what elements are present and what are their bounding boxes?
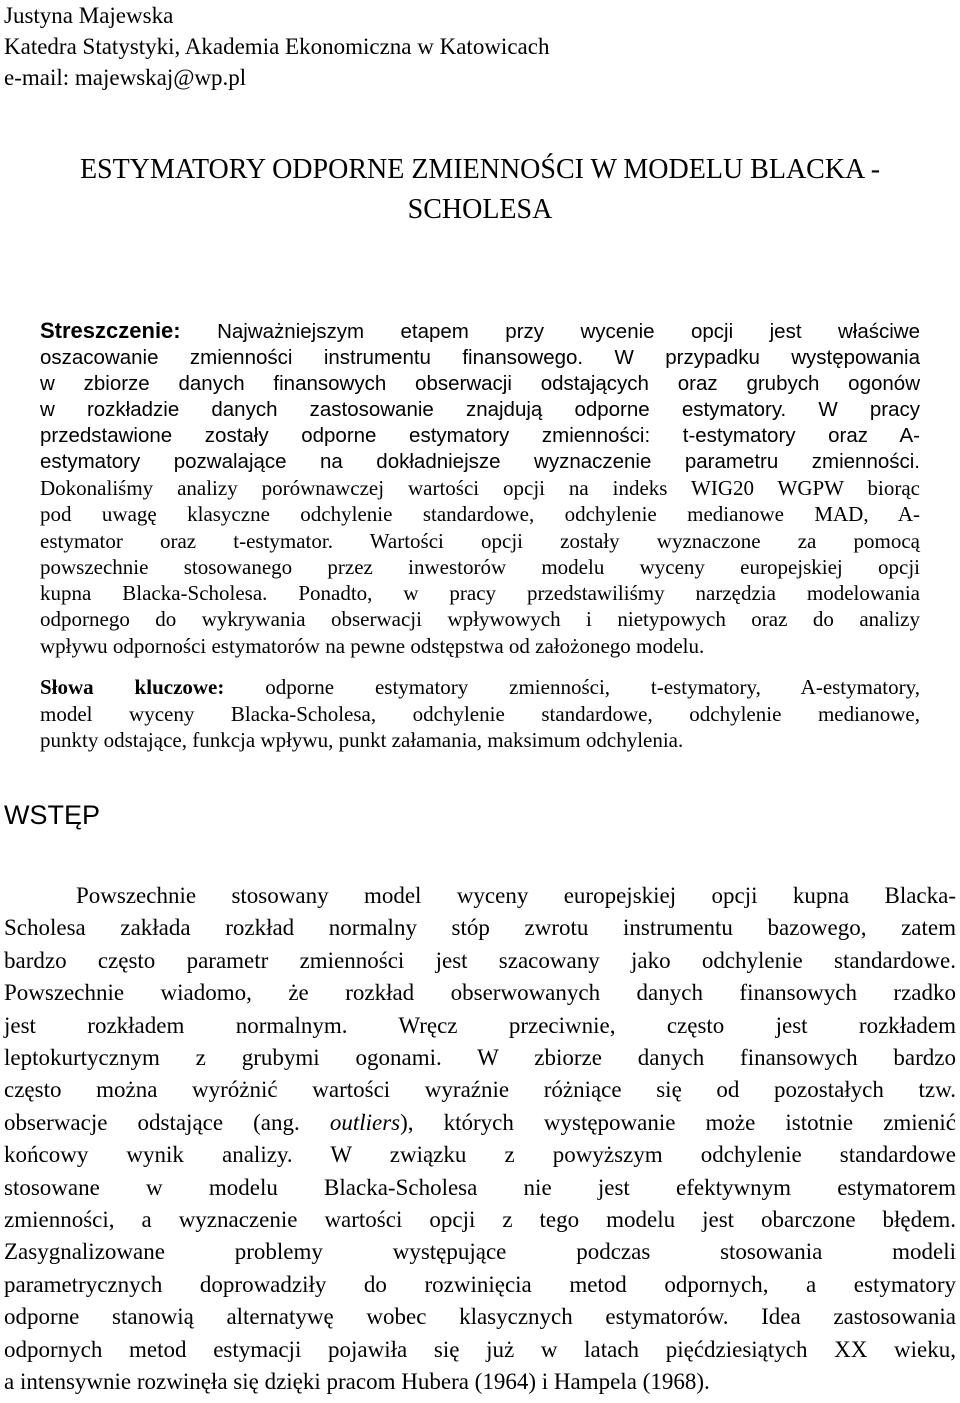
body-line: Powszechnie wiadomo, że rozkład obserwowanych danych finansowych rzadko: [4, 980, 956, 1006]
keywords-line: Słowa kluczowe: odporne estymatory zmienności, t-estymatory, A-estymatory,: [40, 675, 921, 699]
abstract-line: kupna Blacka-Scholesa. Ponadto, w pracy przedstawiliśmy narzędzia modelowania: [40, 581, 920, 606]
paper-title-line-1: ESTYMATORY ODPORNE ZMIENNOŚCI W MODELU BLACKA -: [79, 154, 881, 185]
body-line: leptokurtycznym z grubymi ogonami. W zbiorze danych finansowych bardzo: [4, 1045, 956, 1071]
abstract-line: w zbiorze danych finansowych obserwacji odstających oraz grubych ogonów: [40, 372, 920, 395]
keywords-label: Słowa kluczowe:: [40, 675, 225, 699]
body-line: bardzo często parametr zmienności jest szacowany jako odchylenie standardowe.: [4, 947, 956, 973]
abstract-line: oszacowanie zmienności instrumentu finansowego. W przypadku występowania: [40, 346, 920, 369]
section-heading: WSTĘP: [4, 800, 101, 830]
author-email: e-mail: majewskaj@wp.pl: [4, 65, 247, 90]
body-text: [4, 880, 956, 1399]
author-affiliation: Katedra Statystyki, Akademia Ekonomiczna w Katowicach: [4, 34, 550, 59]
abstract-label: Streszczenie:: [40, 318, 181, 343]
keywords: [40, 674, 920, 754]
abstract: [40, 318, 920, 659]
abstract-line: estymator oraz t-estymator. Wartości opcji zostały wyznaczone za pomocą: [40, 528, 920, 553]
abstract-line: Dokonaliśmy analizy porównawczej wartości opcji na indeks WIG20 WGPW biorąc: [40, 476, 920, 500]
body-line: odpornych metod estymacji pojawiła się już w latach pięćdziesiątych XX wieku,: [4, 1336, 956, 1362]
body-line: Powszechnie stosowany model wyceny europejskiej opcji kupna Blacka-: [76, 883, 956, 908]
abstract-line: przedstawione zostały odporne estymatory zmienności: t-estymatory oraz A-: [40, 424, 920, 447]
abstract-paragraph: [40, 318, 920, 475]
abstract-paragraph-continued: [40, 475, 920, 659]
body-line: Zasygnalizowane problemy występujące podczas stosowania modeli: [4, 1239, 956, 1265]
keywords-line: punkty odstające, funkcja wpływu, punkt załamania, maksimum odchylenia.: [40, 728, 684, 752]
author-name: Justyna Majewska: [4, 3, 174, 28]
author-block: [4, 0, 549, 93]
body-line: jest rozkładem normalnym. Wręcz przeciwnie, często jest rozkładem: [4, 1012, 956, 1038]
abstract-line: estymatory pozwalające na dokładniejsze wyznaczenie parametru zmienności.: [40, 450, 920, 473]
paper-title-line-2: SCHOLESA: [407, 194, 553, 225]
body-line: odporne stanowią alternatywę wobec klasycznych estymatorów. Idea zastosowania: [4, 1304, 956, 1330]
body-line: a intensywnie rozwinęła się dzięki pracom Hubera (1964) i Hampela (1968).: [4, 1369, 710, 1395]
outliers-term: outliers: [329, 1109, 401, 1135]
abstract-line: wpływu odporności estymatorów na pewne odstępstwa od założonego modelu.: [40, 633, 705, 658]
abstract-line: odpornego do wykrywania obserwacji wpływowych i nietypowych oraz do analizy: [40, 607, 920, 632]
abstract-line: w rozkładzie danych zastosowanie znajdują odporne estymatory. W pracy: [40, 398, 920, 421]
abstract-line: powszechnie stosowanego przez inwestorów modelu wyceny europejskiej opcji: [40, 554, 920, 579]
body-line: obserwacje odstające (ang. outliers), których występowanie może istotnie zmienić: [4, 1109, 956, 1135]
body-line: stosowane w modelu Blacka-Scholesa nie jest efektywnym estymatorem: [4, 1174, 956, 1200]
body-line: końcowy wynik analizy. W związku z powyższym odchylenie standardowe: [4, 1142, 956, 1168]
abstract-line: Streszczenie: Najważniejszym etapem przy wycenie opcji jest właściwe: [40, 318, 920, 343]
body-line: parametrycznych doprowadziły do rozwinięcia metod odpornych, a estymatory: [4, 1271, 956, 1297]
body-line: Scholesa zakłada rozkład normalny stóp zwrotu instrumentu bazowego, zatem: [4, 915, 956, 941]
body-line: często można wyróżnić wartości wyraźnie różniące się od pozostałych tzw.: [4, 1077, 956, 1103]
abstract-line: pod uwagę klasyczne odchylenie standardowe, odchylenie medianowe MAD, A-: [40, 502, 920, 527]
body-line: zmienności, a wyznaczenie wartości opcji z tego modelu jest obarczone błędem.: [4, 1207, 956, 1233]
keywords-line: model wyceny Blacka-Scholesa, odchylenie standardowe, odchylenie medianowe,: [40, 701, 920, 726]
paper-title: [0, 150, 960, 230]
